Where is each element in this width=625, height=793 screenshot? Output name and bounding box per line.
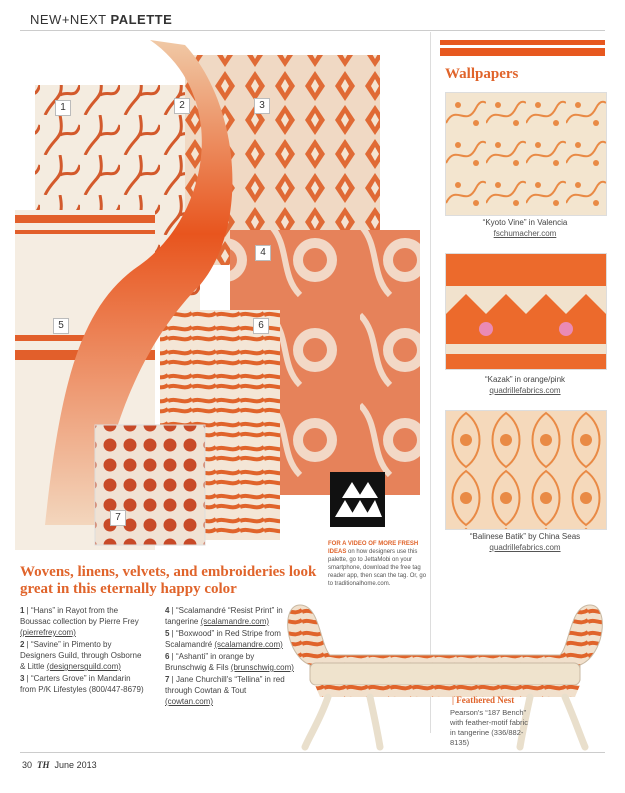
swatch-number-6: 6 [253,318,269,334]
credit-item: 2 | “Savine” in Pimento by Designers Guild, through Osborne & Little (designersguild.com) [20,640,142,671]
wallpaper-name: “Balinese Batik” by China Seas [469,532,581,541]
header-rule [20,30,605,31]
feature-title: | Feathered Nest [452,695,515,705]
feature-title-text: Feathered Nest [456,695,515,705]
swatch-number-4: 4 [255,245,271,261]
wallpaper-caption-3 [440,531,610,553]
wallpaper-source-link[interactable]: fschumacher.com [493,229,557,238]
credits-column-right [165,605,295,708]
article-headline: Wovens, linens, velvets, and embroideries look great in this eternally happy color [20,564,317,597]
page-number: 30 [22,760,33,770]
credit-item: 7 | Jane Churchill's “Tellina” in red through Cowtan & Tout (cowtan.com) [165,675,285,706]
scan-tag-code[interactable] [330,472,385,527]
footer-rule [20,752,605,753]
credits-column-left [20,605,145,696]
wallpaper-swatch-kazak [445,253,607,370]
wallpaper-caption-2 [440,374,610,396]
swatch-number-3: 3 [254,98,270,114]
magazine-logo: TH [37,760,50,770]
video-promo-lead: FOR A VIDEO OF MORE FRESH IDEAS [328,541,419,555]
wallpaper-source-link[interactable]: quadrillefabrics.com [489,386,561,395]
page-folio [22,760,97,770]
wallpapers-title: Wallpapers [445,66,519,82]
credit-item: 6 | “Ashanti” in orange by Brunschwig & Fils (brunschwig.com) [165,652,294,672]
wallpaper-name: “Kazak” in orange/pink [484,375,566,384]
swatch-number-7: 7 [110,510,126,526]
wallpaper-source-link[interactable]: quadrillefabrics.com [489,543,561,552]
section-label: NEW+NEXT [30,12,107,27]
section-header [30,12,172,27]
swatch-number-2: 2 [174,98,190,114]
credit-item: 5 | “Boxwood” in Red Stripe from Scalamandré (scalamandre.com) [165,629,283,649]
video-promo-body: on how designers use this palette, go to JettaMobi on your smartphone, download the free tag reader app, then scan the tag. Or, go to traditionalhome.com. [328,549,427,587]
bench-photo [280,585,610,755]
credit-item: 1 | “Hans” in Rayot from the Boussac collection by Pierre Frey (pierrefrey.com) [20,606,139,637]
credit-item: 4 | “Scalamandré “Resist Print” in tangerine (scalamandre.com) [165,606,283,626]
video-promo [328,540,428,588]
wallpaper-name: “Kyoto Vine” in Valencia [482,218,568,227]
wallpaper-swatch-kyoto-vine [445,92,607,216]
issue-date: June 2013 [54,760,97,770]
swatch-number-5: 5 [53,318,69,334]
section-title: PALETTE [110,12,173,27]
wallpaper-caption-1 [440,217,610,239]
stripe-decoration [440,40,605,59]
feature-text: Pearson's “187 Bench” with feather-motif fabric in tangerine (336/882-8135) [450,708,528,747]
wallpaper-swatch-balinese-batik [445,410,607,530]
swatch-number-1: 1 [55,100,71,116]
credit-item: 3 | “Carters Grove” in Mandarin from P/K Lifestyles (800/447-8679) [20,674,144,694]
